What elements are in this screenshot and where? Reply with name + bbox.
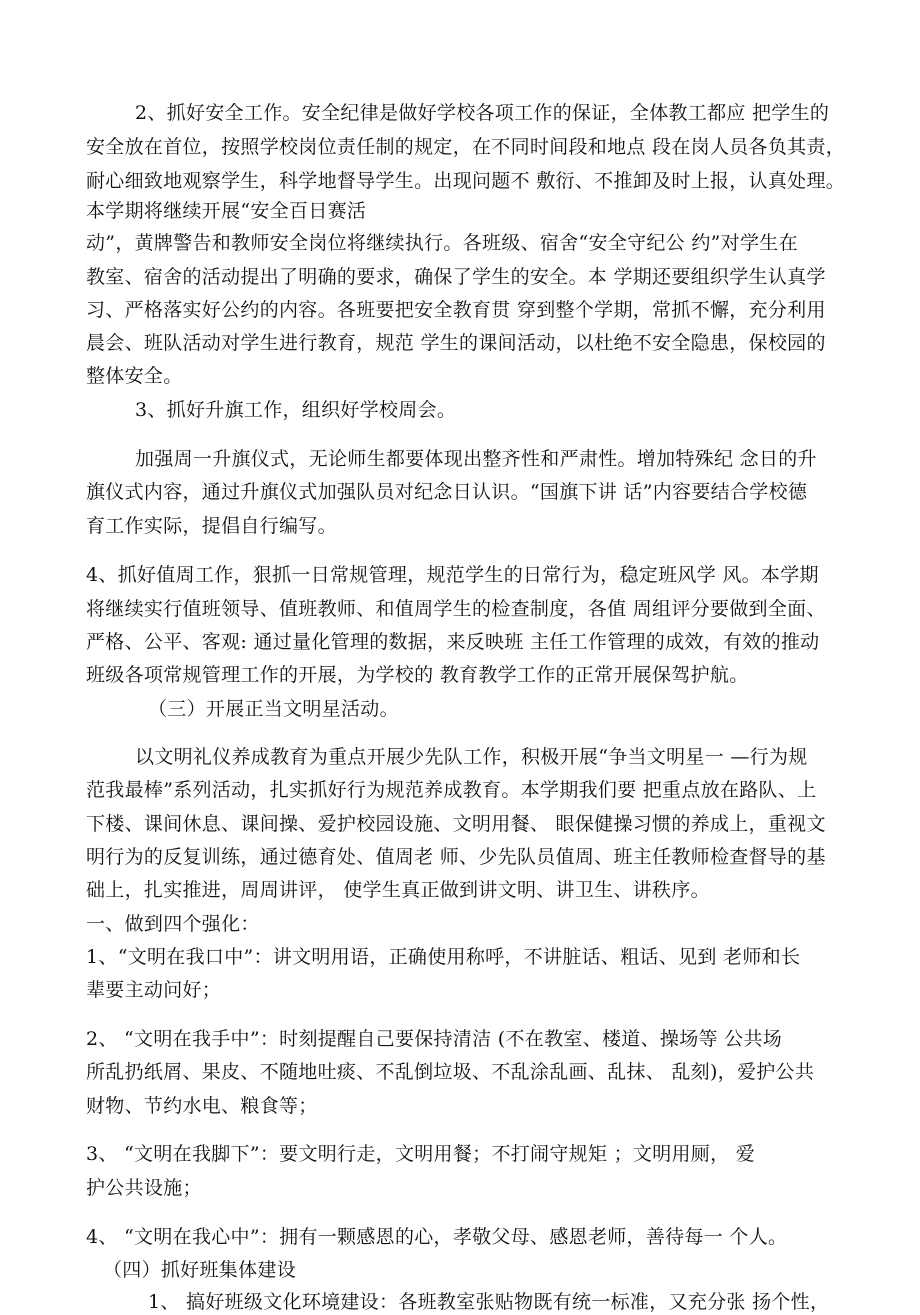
text-line: 2、 “文明在我手中”：时刻提醒自己要保持清洁 (不在教室、楼道、操场等 公共场 — [86, 1028, 783, 1050]
text-line: 2、抓好安全工作。安全纪律是做好学校各项工作的保证，全体教工都应 把学生的 — [135, 102, 830, 124]
text-line: 所乱扔纸屑、果皮、不随地吐痰、不乱倒垃圾、不乱涂乱画、乱抹、 乱刻)，爱护公共 — [86, 1061, 815, 1083]
text-line: 班级各项常规管理工作的开展，为学校的 教育教学工作的正常开展保驾护航。 — [86, 664, 749, 686]
text-line: 下楼、课间休息、课间操、爱护校园设施、文明用餐、 眼保健操习惯的养成上，重视文 — [86, 813, 826, 835]
text-line: 明行为的反复训练，通过德育处、值周老 师、少先队员值周、班主任教师检查督导的基 — [86, 846, 826, 868]
text-line: 以文明礼仪养成教育为重点开展少先队工作，积极开展“争当文明星一 —行为规 — [135, 746, 808, 768]
section-heading: （四）抓好班集体建设 — [103, 1259, 297, 1281]
text-line: 3、 “文明在我脚下”：要文明行走，文明用餐；不打闹守规矩 ；文明用厕， 爱 — [86, 1143, 756, 1165]
text-line: 加强周一升旗仪式，无论师生都要体现出整齐性和严肃性。增加特殊纪 念日的升 — [135, 448, 817, 470]
text-line: 础上，扎实推进，周周讲评， 使学生真正做到讲文明、讲卫生、讲秩序。 — [86, 879, 710, 901]
text-line: 护公共设施； — [86, 1177, 202, 1199]
text-line: 1、“文明在我口中”：讲文明用语，正确使用称呼，不讲脏话、粗话、见到 老师和长 — [86, 946, 801, 968]
text-line: 耐心细致地观察学生，科学地督导学生。出现问题不 敷衍、不推卸及时上报，认真处理。 — [86, 170, 846, 192]
text-line: 将继续实行值班领导、值班教师、和值周学生的检查制度，各值 周组评分要做到全面、 — [86, 598, 826, 620]
text-line: 习、严格落实好公约的内容。各班要把安全教育贯 穿到整个学期，常抓不懈，充分利用 — [86, 299, 826, 321]
text-line: 财物、节约水电、粮食等； — [86, 1095, 318, 1117]
text-line: （三）开展正当文明星活动。 — [148, 698, 399, 720]
text-line: 4、 “文明在我心中”：拥有一颗感恩的心，孝敬父母、感恩老师，善待每一 个人。 — [86, 1226, 788, 1248]
text-line: 安全放在首位，按照学校岗位责任制的规定，在不同时间段和地点 段在岗人员各负其责， — [86, 136, 846, 158]
text-line: 严格、公平、客观: 通过量化管理的数据，来反映班 主任工作管理的成效，有效的推动 — [86, 631, 820, 653]
text-line: 育工作实际，提倡自行编写。 — [86, 515, 337, 537]
text-line: 4、抓好值周工作，狠抓一日常规管理，规范学生的日常行为，稳定班风学 风。本学期 — [86, 564, 819, 586]
text-line: 动”，黄牌警告和教师安全岗位将继续执行。各班级、宿舍“安全守纪公 约”对学生在 — [86, 232, 798, 254]
text-line: 辈要主动问好； — [86, 979, 222, 1001]
text-line: 本学期将继续开展“安全百日赛活 — [86, 200, 367, 222]
text-line: 范我最棒”系列活动，扎实抓好行为规范养成教育。本学期我们要 把重点放在路队、上 — [86, 779, 817, 801]
text-line: 晨会、班队活动对学生进行教育，规范 学生的课间活动，以杜绝不安全隐患，保校园的 — [86, 332, 826, 354]
text-line: 整体安全。 — [86, 365, 183, 387]
text-line: 旗仪式内容，通过升旗仪式加强队员对纪念日认识。“国旗下讲 话”内容要结合学校德 — [86, 481, 808, 503]
text-line: 3、抓好升旗工作，组织好学校周会。 — [135, 399, 457, 421]
text-line: 1、 搞好班级文化环境建设：各班教室张贴物既有统一标准，又充分张 扬个性， — [148, 1291, 830, 1313]
text-line: 教室、宿舍的活动提出了明确的要求，确保了学生的安全。本 学期还要组织学生认真学 — [86, 266, 826, 288]
text-line: 一、做到四个强化： — [86, 913, 260, 935]
